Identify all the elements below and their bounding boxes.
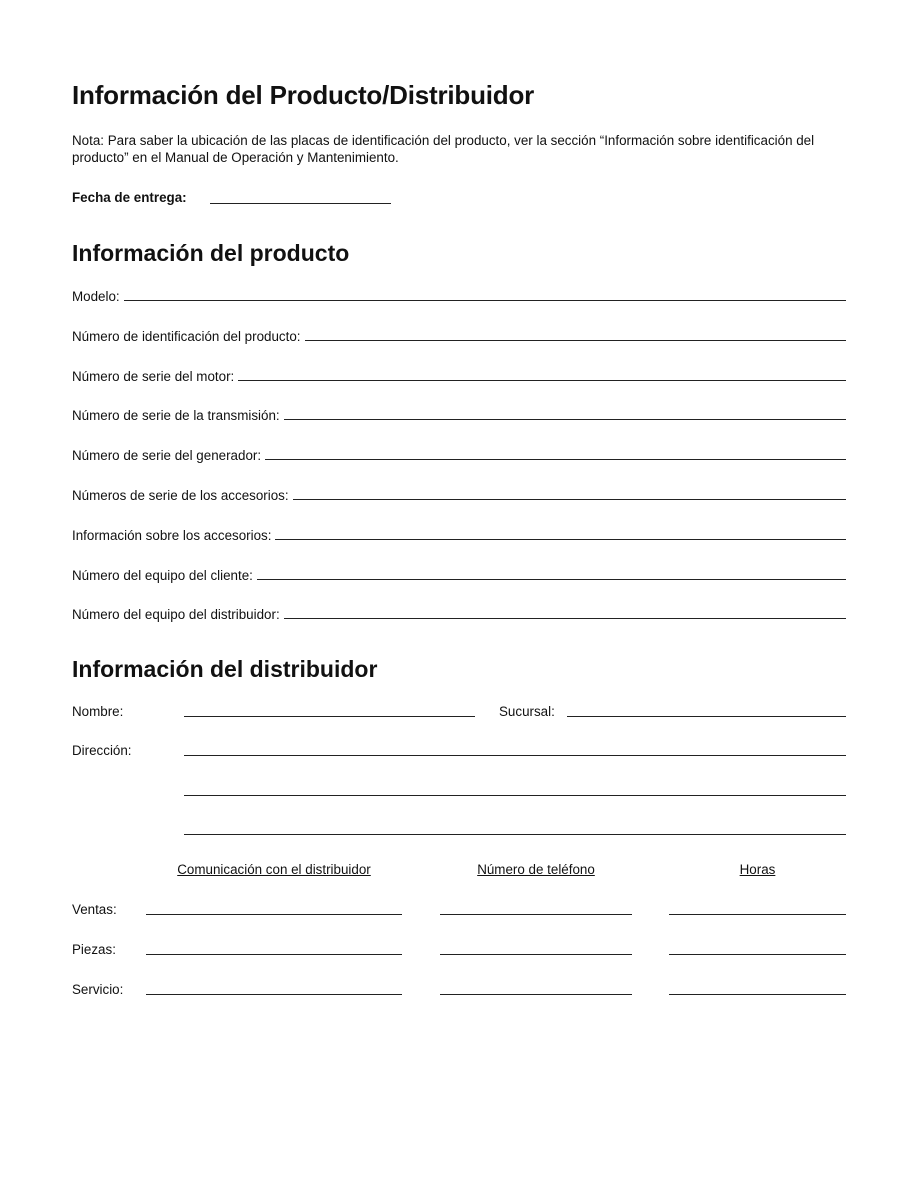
field-label: Información sobre los accesorios: [72, 528, 272, 543]
field-attachment-serials[interactable] [72, 485, 846, 503]
field-label: Número de serie del motor: [72, 369, 235, 384]
field-product-id[interactable] [72, 326, 846, 344]
delivery-date-field[interactable] [210, 203, 391, 204]
field-engine-serial[interactable] [72, 366, 846, 384]
field-customer-equipment[interactable] [72, 565, 846, 583]
branch-label: Sucursal: [499, 704, 555, 719]
parts-label: Piezas: [72, 942, 116, 957]
field-label: Número de identificación del producto: [72, 329, 301, 344]
field-line[interactable] [124, 300, 846, 301]
field-label: Número del equipo del cliente: [72, 568, 253, 583]
field-label: Números de serie de los accesorios: [72, 488, 289, 503]
contact-column-header: Comunicación con el distribuidor [177, 862, 371, 877]
field-line[interactable] [293, 499, 846, 500]
field-label: Número de serie de la transmisión: [72, 408, 280, 423]
service-contact-field[interactable] [146, 994, 402, 995]
address-label: Dirección: [72, 743, 132, 758]
page-title: Información del Producto/Distribuidor [72, 80, 535, 110]
field-line[interactable] [265, 459, 846, 460]
sales-hours-field[interactable] [669, 914, 846, 915]
name-field[interactable] [184, 716, 475, 717]
hours-column-header: Horas [739, 862, 776, 877]
service-hours-field[interactable] [669, 994, 846, 995]
name-label: Nombre: [72, 704, 124, 719]
phone-column-header: Número de teléfono [477, 862, 595, 877]
field-line[interactable] [275, 539, 846, 540]
field-label: Número de serie del generador: [72, 448, 262, 463]
field-line[interactable] [238, 380, 846, 381]
address-line-2[interactable] [184, 795, 846, 796]
address-line-3[interactable] [184, 834, 846, 835]
field-generator-serial[interactable] [72, 445, 846, 463]
field-line[interactable] [257, 579, 846, 580]
product-section-heading: Información del producto [72, 240, 350, 266]
parts-hours-field[interactable] [669, 954, 846, 955]
field-transmission-serial[interactable] [72, 405, 846, 423]
sales-contact-field[interactable] [146, 914, 402, 915]
field-model[interactable] [72, 286, 846, 304]
branch-field[interactable] [567, 716, 846, 717]
service-phone-field[interactable] [440, 994, 632, 995]
field-label: Modelo: [72, 289, 120, 304]
field-line[interactable] [305, 340, 846, 341]
field-line[interactable] [284, 618, 846, 619]
service-label: Servicio: [72, 982, 124, 997]
note-text: Nota: Para saber la ubicación de las placas de identificación del producto, ver la sección “Información sobre identificación del producto” en el Manual de Operación y Mantenimiento. [72, 133, 815, 165]
field-label: Número del equipo del distribuidor: [72, 607, 280, 622]
dealer-section-heading: Información del distribuidor [72, 656, 378, 682]
sales-phone-field[interactable] [440, 914, 632, 915]
address-line-1[interactable] [184, 755, 846, 756]
field-line[interactable] [284, 419, 846, 420]
parts-contact-field[interactable] [146, 954, 402, 955]
parts-phone-field[interactable] [440, 954, 632, 955]
field-dealer-equipment[interactable] [72, 604, 846, 622]
field-attachment-info[interactable] [72, 525, 846, 543]
sales-label: Ventas: [72, 902, 117, 917]
delivery-date-label: Fecha de entrega: [72, 190, 187, 205]
